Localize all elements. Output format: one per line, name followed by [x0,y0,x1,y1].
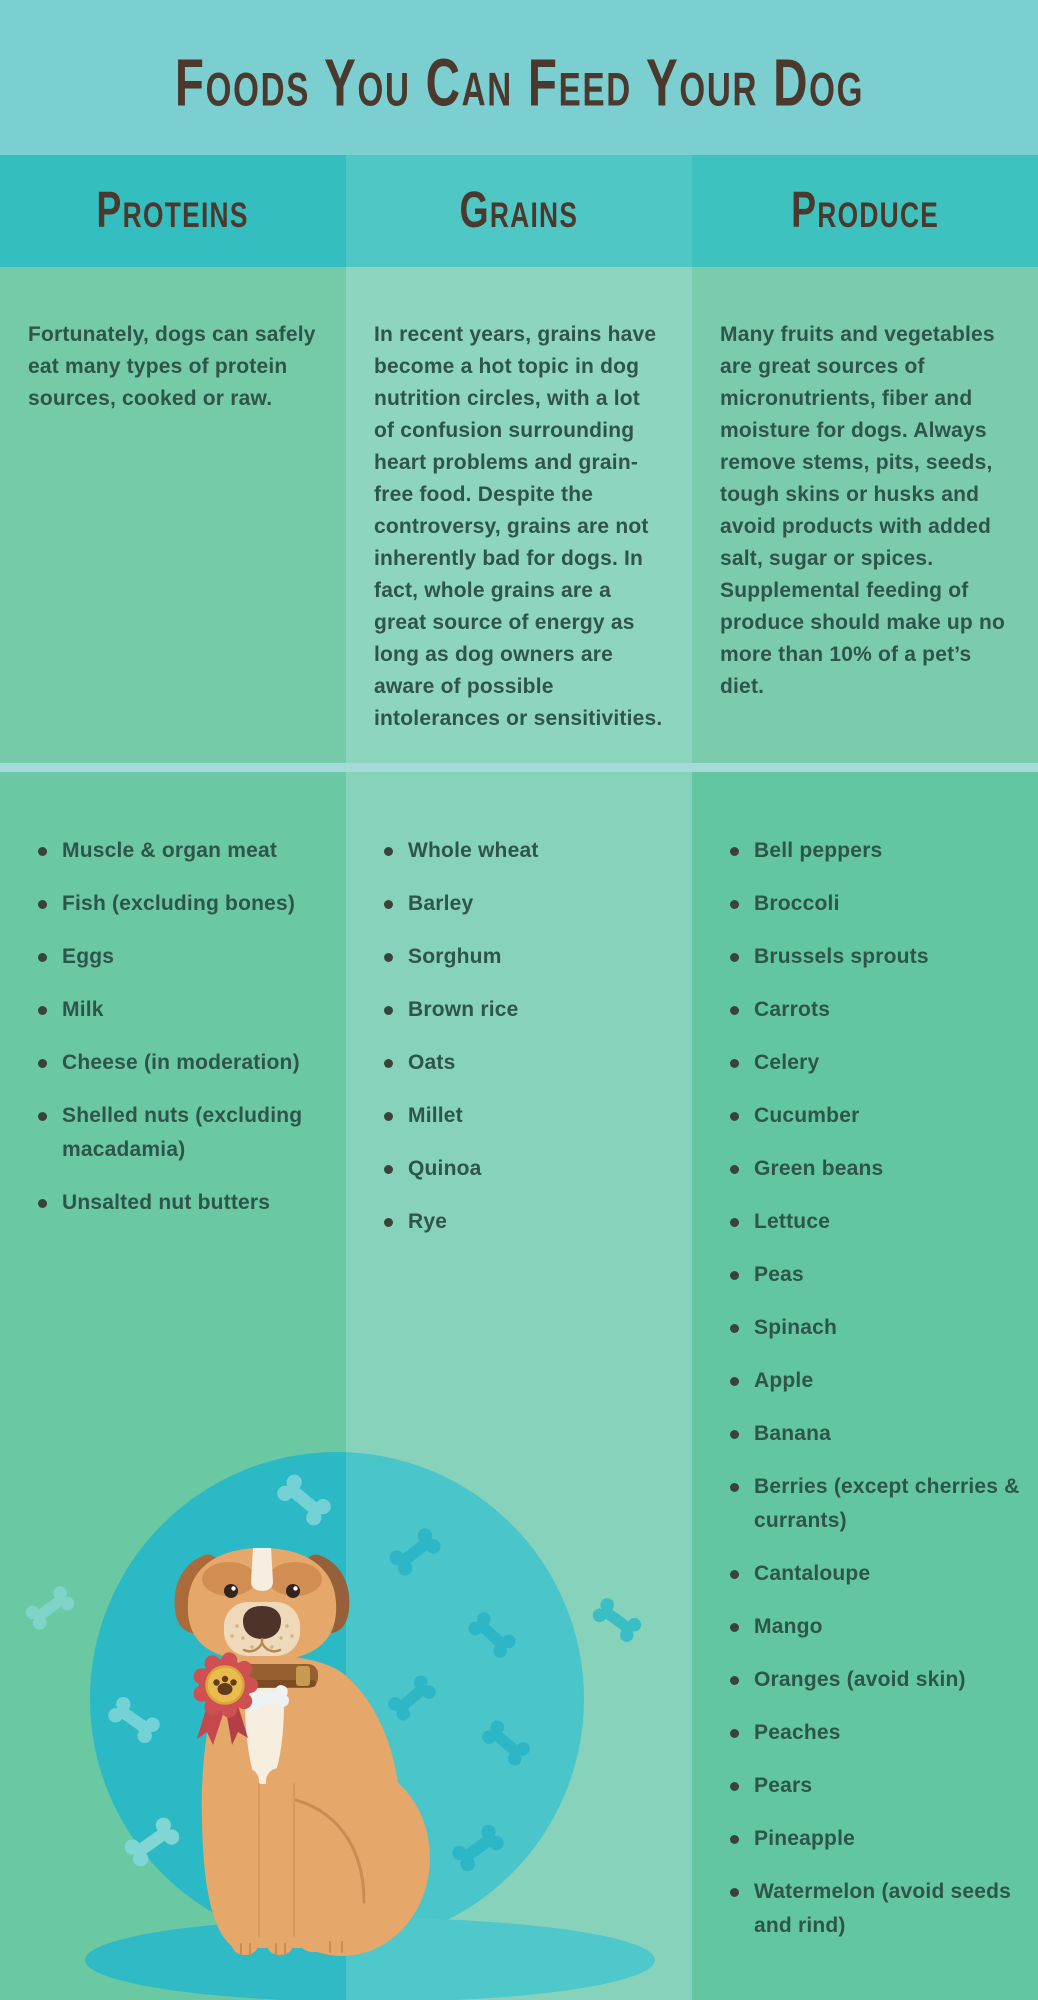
page-title: Foods You Can Feed Your Dog [174,44,864,121]
description-grains-text: In recent years, grains have become a hot topic in dog nutrition circles, with a lot of confusion surrounding heart problems and grain-free food. Despite the controversy, grains are not inherently bad for dogs. In fact, whole grains are a great source of energy as long as dog owners are aware of possible intolerances or sensitivities. [374,323,663,730]
dog-nose [243,1606,281,1639]
header-proteins-label: Proteins [96,182,250,239]
list-item: Muscle & organ meat [38,834,330,868]
description-produce-text: Many fruits and vegetables are great sources of micronutrients, fiber and moisture for dogs. Always remove stems, pits, seeds, tough skins or husks and avoid products with added salt, sugar or spices. Supplemental feeding of produce should make up no more than 10% of a pet’s diet. [720,323,1006,698]
list-item: Spinach [730,1311,1022,1345]
bone-icon [590,1595,644,1644]
list-item: Carrots [730,993,1022,1027]
list-item: Watermelon (avoid seeds and rind) [730,1875,1022,1943]
description-grains [346,267,692,763]
section-divider [0,763,1038,772]
list-item: Mango [730,1610,1022,1644]
dog-eye-glint [293,1586,297,1590]
description-proteins-text: Fortunately, dogs can safely eat many types of protein sources, cooked or raw. [28,323,316,410]
list-item: Fish (excluding bones) [38,887,330,921]
list-item: Cucumber [730,1099,1022,1133]
list-item: Apple [730,1364,1022,1398]
dog-blaze [251,1548,273,1591]
bone-icon [23,1584,77,1633]
header-grains-label: Grains [459,182,579,239]
dog-collar-buckle [296,1666,310,1686]
list-item: Pineapple [730,1822,1022,1856]
grains-food-list [346,772,692,1239]
header-produce-label: Produce [790,182,940,239]
dog-eye-left [224,1584,238,1598]
list-item: Quinoa [384,1152,676,1186]
dog-eye-right [286,1584,300,1598]
list-item: Milk [38,993,330,1027]
list-item: Berries (except cherries & currants) [730,1470,1022,1538]
list-item: Brussels sprouts [730,940,1022,974]
list-item: Peas [730,1258,1022,1292]
list-item: Bell peppers [730,834,1022,868]
list-item: Green beans [730,1152,1022,1186]
list-item: Pears [730,1769,1022,1803]
list-item: Millet [384,1099,676,1133]
list-item: Oats [384,1046,676,1080]
description-proteins [0,267,346,763]
list-item: Celery [730,1046,1022,1080]
list-item: Whole wheat [384,834,676,868]
list-item: Eggs [38,940,330,974]
dog-front-leg-left [231,1768,259,1955]
list-item: Brown rice [384,993,676,1027]
list-item: Shelled nuts (excluding macadamia) [38,1099,330,1167]
dog-front-leg-right [266,1768,294,1955]
dog-eye-glint [231,1586,235,1590]
list-item: Oranges (avoid skin) [730,1663,1022,1697]
list-produce [692,772,1038,2000]
header-proteins [0,155,346,267]
list-item: Cantaloupe [730,1557,1022,1591]
list-item: Unsalted nut butters [38,1186,330,1220]
proteins-food-list [0,772,346,1220]
list-item: Banana [730,1417,1022,1451]
produce-food-list [692,772,1038,1943]
list-item: Cheese (in moderation) [38,1046,330,1080]
description-produce [692,267,1038,763]
header-grains [346,155,692,267]
list-item: Sorghum [384,940,676,974]
dog-illustration [0,1380,692,2000]
title-band [0,0,1038,155]
list-item: Barley [384,887,676,921]
list-item: Lettuce [730,1205,1022,1239]
list-item: Rye [384,1205,676,1239]
header-produce [692,155,1038,267]
list-item: Peaches [730,1716,1022,1750]
list-item: Broccoli [730,887,1022,921]
